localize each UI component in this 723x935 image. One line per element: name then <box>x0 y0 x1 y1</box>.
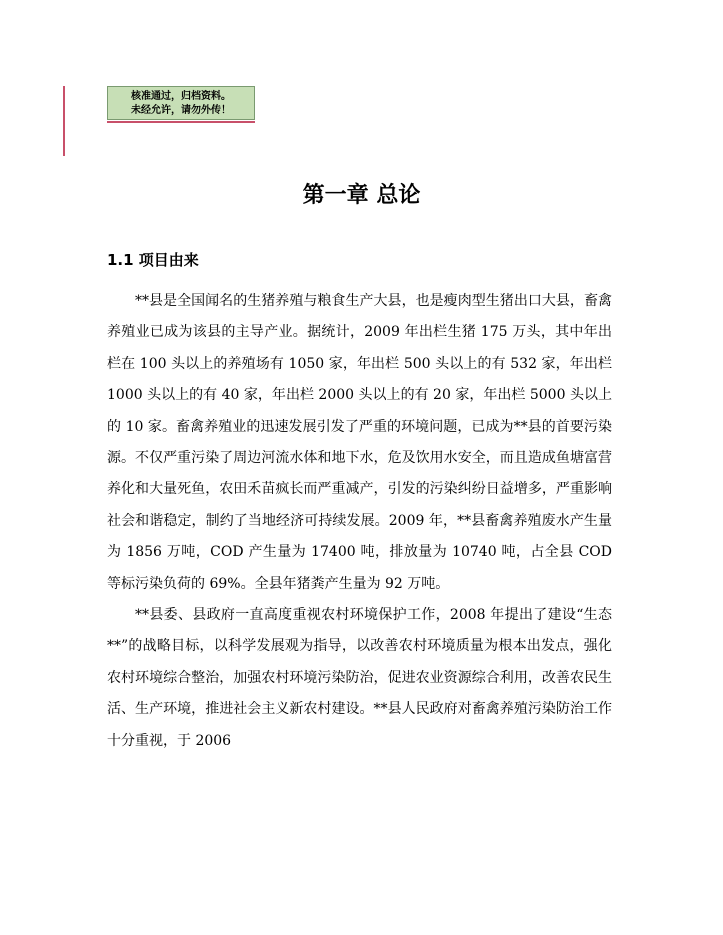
body-text <box>107 286 612 757</box>
margin-mark <box>63 86 65 156</box>
paragraph: **县委、县政府一直高度重视农村环境保护工作，2008 年提出了建设“生态**”的战略目标，以科学发展观为指导，以改善农村环境质量为根本出发点，强化农村环境综合整治，加强农村环境污染防治，促进农业资源综合利用，改善农民生活、生产环境，推进社会主义新农村建设。**县人民政府对畜禽养殖污染防治工作十分重视，于 2006 <box>107 607 612 749</box>
stamp-line-2: 未经允许，请勿外传！ <box>131 105 231 116</box>
stamp-line-1: 核准通过，归档资料。 <box>131 91 231 102</box>
stamp-underline <box>107 121 255 123</box>
chapter-title: 第一章 总论 <box>302 183 421 208</box>
section-title: 1.1 项目由来 <box>107 251 199 269</box>
approval-stamp <box>107 86 255 120</box>
paragraph: **县是全国闻名的生猪养殖与粮食生产大县，也是瘦肉型生猪出口大县，畜禽养殖业已成为该县的主导产业。据统计，2009 年出栏生猪 175 万头，其中年出栏在 100 头以上的养殖场有 1050 家，年出栏 500 头以上的有 532 家，年出栏 1000 头以上的有 40 家，年出栏 2000 头以上的有 20 家，年出栏 5000 头以上的 10 家。畜禽养殖业的迅速发展引发了严重的环境问题，已成为**县的首要污染源。不仅严重污染了周边河流水体和地下水，危及饮用水安全，而且造成鱼塘富营养化和大量死鱼，农田禾苗疯长而严重减产，引发的污染纠纷日益增多，严重影响社会和谐稳定，制约了当地经济可持续发展。2009 年，**县畜禽养殖废水产生量为 1856 万吨，COD 产生量为 17400 吨，排放量为 10740 吨，占全县 COD 等标污染负荷的 69%。全县年猪粪产生量为 92 万吨。 <box>107 293 612 592</box>
